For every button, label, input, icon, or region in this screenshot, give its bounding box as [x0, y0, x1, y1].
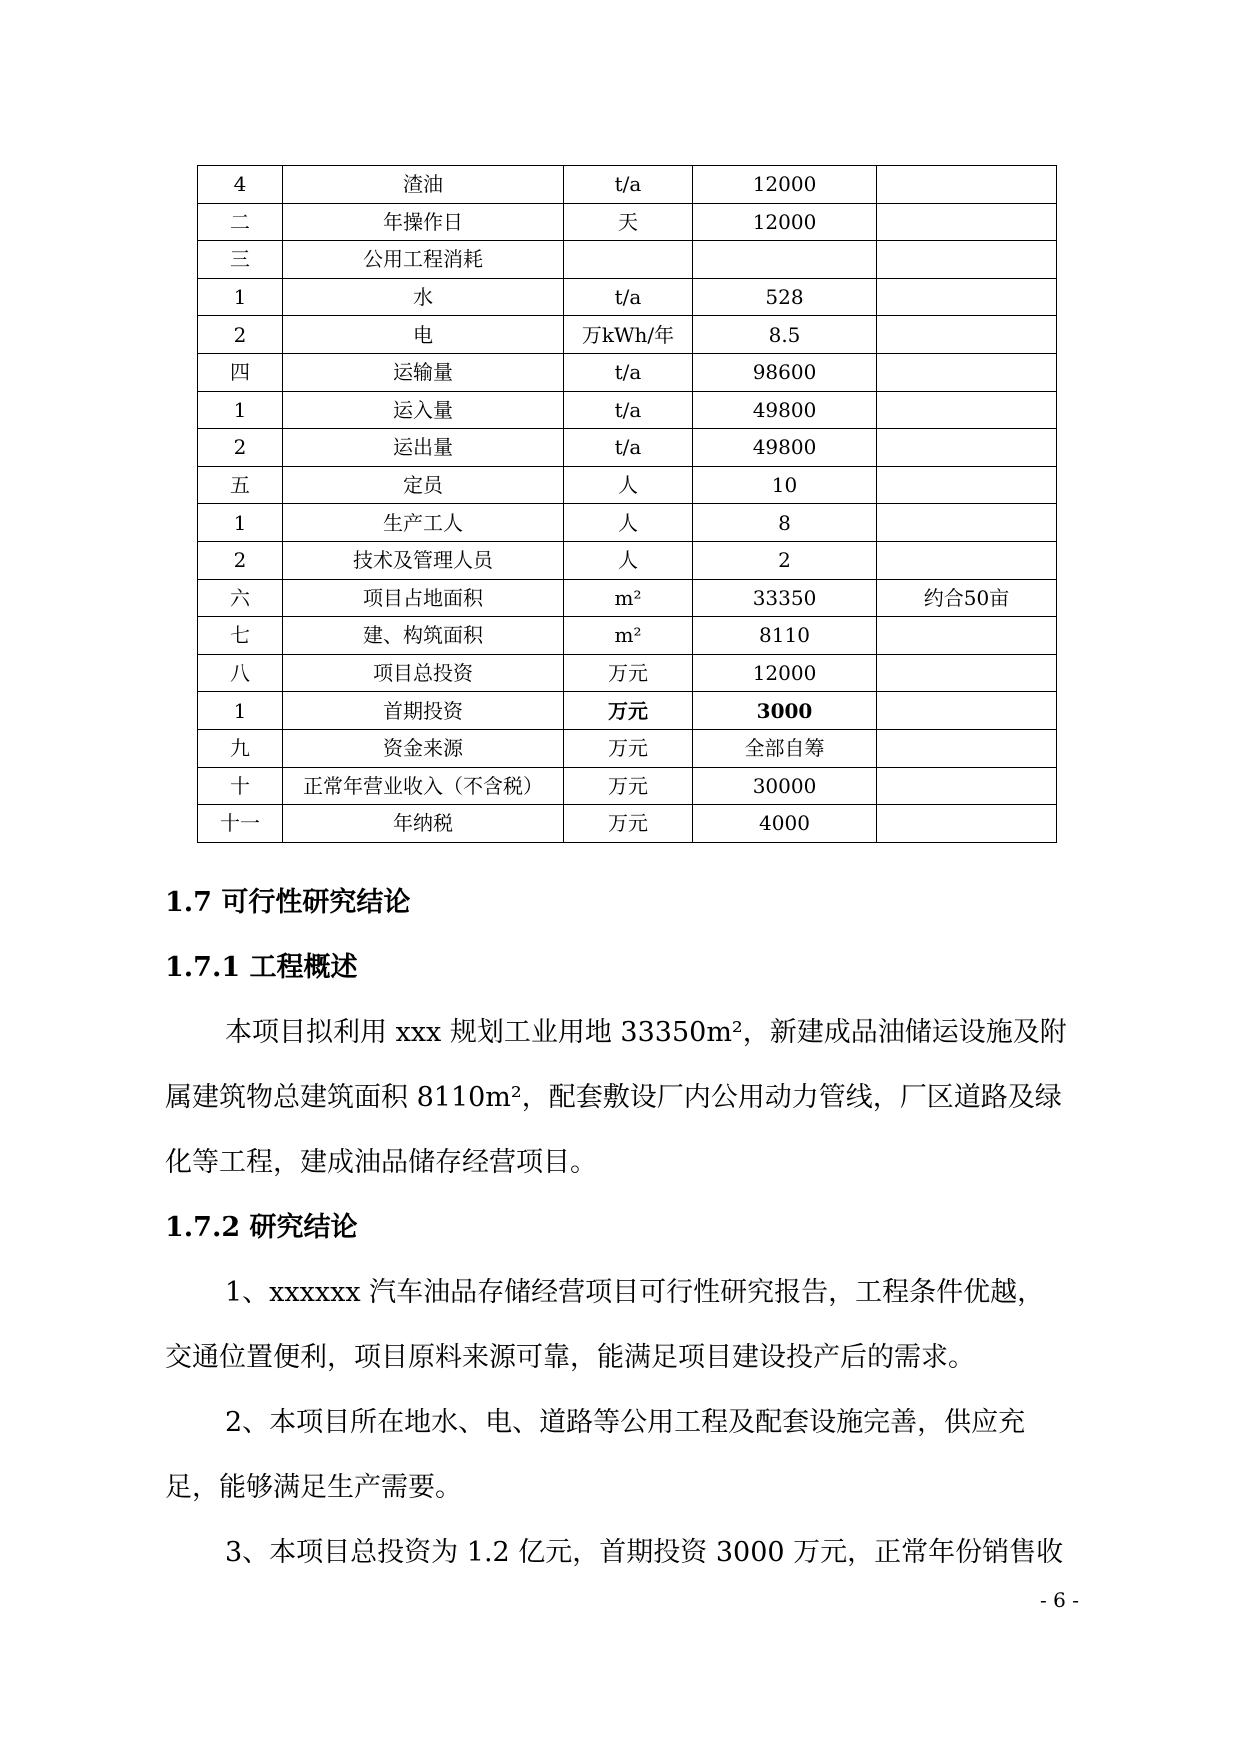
table-cell: 项目总投资: [283, 654, 564, 692]
table-cell: 五: [198, 466, 283, 504]
table-row: [198, 805, 1057, 843]
table-cell: [877, 654, 1057, 692]
table-cell: 定员: [283, 466, 564, 504]
table-row: [198, 579, 1057, 617]
table-row: [198, 617, 1057, 655]
table-cell: 资金来源: [283, 729, 564, 767]
table-cell: 8110: [693, 617, 877, 655]
table-cell: 万元: [564, 654, 693, 692]
table-cell: 生产工人: [283, 504, 564, 542]
table-cell: 12000: [693, 654, 877, 692]
table-cell: 8: [693, 504, 877, 542]
table-cell: 十一: [198, 805, 283, 843]
table-cell: 8.5: [693, 316, 877, 354]
table-cell: 528: [693, 278, 877, 316]
table-cell: [877, 316, 1057, 354]
table-cell: 二: [198, 203, 283, 241]
table-cell: 万元: [564, 767, 693, 805]
table-cell: [877, 617, 1057, 655]
table-cell: 2: [693, 541, 877, 579]
table-cell: 运输量: [283, 353, 564, 391]
table-cell: [877, 166, 1057, 204]
table-row: [198, 692, 1057, 730]
table-cell: [877, 729, 1057, 767]
table-cell: 技术及管理人员: [283, 541, 564, 579]
table-cell: [877, 391, 1057, 429]
table-cell: 人: [564, 466, 693, 504]
table-cell: 万kWh/年: [564, 316, 693, 354]
table-row: [198, 767, 1057, 805]
table-cell: 30000: [693, 767, 877, 805]
table-row: [198, 654, 1057, 692]
table-cell: 10: [693, 466, 877, 504]
section-heading-1-7-2: 1.7.2 研究结论: [165, 1212, 358, 1243]
table-cell: 天: [564, 203, 693, 241]
paragraph-line: 属建筑物总建筑面积 8110m²，配套敷设厂内公用动力管线，厂区道路及绿: [165, 1082, 1062, 1113]
table-cell: 98600: [693, 353, 877, 391]
table-cell: 七: [198, 617, 283, 655]
paragraph-line: 交通位置便利，项目原料来源可靠，能满足项目建设投产后的需求。: [165, 1342, 975, 1373]
table-row: [198, 429, 1057, 467]
table-cell: 1: [198, 692, 283, 730]
table-body: [198, 166, 1057, 843]
table-cell: [877, 203, 1057, 241]
table-cell: [877, 805, 1057, 843]
table-cell: 2: [198, 316, 283, 354]
table-cell: t/a: [564, 353, 693, 391]
table-cell: 八: [198, 654, 283, 692]
table-cell: 正常年营业收入（不含税）: [283, 767, 564, 805]
table-cell: m²: [564, 617, 693, 655]
table-cell: 项目占地面积: [283, 579, 564, 617]
section-heading-1-7: 1.7 可行性研究结论: [165, 887, 411, 918]
table-cell: 水: [283, 278, 564, 316]
table-cell: [693, 241, 877, 279]
table-cell: 十: [198, 767, 283, 805]
table-cell: 运入量: [283, 391, 564, 429]
table-cell: [877, 241, 1057, 279]
paragraph-line: 3、本项目总投资为 1.2 亿元，首期投资 3000 万元，正常年份销售收: [225, 1537, 1064, 1568]
paragraph-line: 本项目拟利用 xxx 规划工业用地 33350m²，新建成品油储运设施及附: [225, 1017, 1067, 1048]
table-cell: t/a: [564, 391, 693, 429]
table-cell: [877, 767, 1057, 805]
table-cell: [877, 353, 1057, 391]
table-row: [198, 316, 1057, 354]
table-cell: 1: [198, 504, 283, 542]
paragraph-line: 足，能够满足生产需要。: [165, 1472, 462, 1503]
table-cell: 建、构筑面积: [283, 617, 564, 655]
table-cell: 渣油: [283, 166, 564, 204]
table-row: [198, 166, 1057, 204]
table-row: [198, 353, 1057, 391]
paragraph-line: 1、xxxxxx 汽车油品存储经营项目可行性研究报告，工程条件优越，: [225, 1277, 1045, 1308]
table-cell: 全部自筹: [693, 729, 877, 767]
table-cell: 约合50亩: [877, 579, 1057, 617]
table-cell: 49800: [693, 391, 877, 429]
section-heading-1-7-1: 1.7.1 工程概述: [165, 952, 358, 983]
table-cell: [877, 541, 1057, 579]
table-cell: 首期投资: [283, 692, 564, 730]
table-cell: 公用工程消耗: [283, 241, 564, 279]
table-cell: [877, 692, 1057, 730]
table-cell: 三: [198, 241, 283, 279]
table-cell: t/a: [564, 278, 693, 316]
table-row: [198, 466, 1057, 504]
table-cell: 12000: [693, 166, 877, 204]
table-cell: [877, 504, 1057, 542]
table-cell: 4: [198, 166, 283, 204]
table-cell: 人: [564, 504, 693, 542]
table-cell: 万元: [564, 729, 693, 767]
table-cell: [877, 278, 1057, 316]
table-row: [198, 541, 1057, 579]
table-cell: 九: [198, 729, 283, 767]
table-row: [198, 504, 1057, 542]
table-cell: 1: [198, 278, 283, 316]
table-cell: 1: [198, 391, 283, 429]
table-cell: 3000: [693, 692, 877, 730]
table-cell: [877, 466, 1057, 504]
table-cell: 运出量: [283, 429, 564, 467]
paragraph-line: 2、本项目所在地水、电、道路等公用工程及配套设施完善，供应充: [225, 1407, 1026, 1438]
table-cell: 2: [198, 429, 283, 467]
table-cell: m²: [564, 579, 693, 617]
table-row: [198, 391, 1057, 429]
table-cell: t/a: [564, 166, 693, 204]
table-cell: 49800: [693, 429, 877, 467]
table-row: [198, 729, 1057, 767]
page-number: - 6 -: [1040, 1588, 1079, 1612]
project-data-table: [197, 165, 1057, 843]
table-cell: 年操作日: [283, 203, 564, 241]
table-cell: 六: [198, 579, 283, 617]
table-row: [198, 241, 1057, 279]
table-cell: t/a: [564, 429, 693, 467]
table-row: [198, 203, 1057, 241]
table-cell: 万元: [564, 805, 693, 843]
table-cell: 2: [198, 541, 283, 579]
paragraph-line: 化等工程，建成油品储存经营项目。: [165, 1147, 597, 1178]
table-cell: 电: [283, 316, 564, 354]
table-cell: 年纳税: [283, 805, 564, 843]
table-cell: 人: [564, 541, 693, 579]
table-cell: 万元: [564, 692, 693, 730]
table-row: [198, 278, 1057, 316]
table-cell: 33350: [693, 579, 877, 617]
table-cell: 4000: [693, 805, 877, 843]
table-cell: 12000: [693, 203, 877, 241]
table-cell: [564, 241, 693, 279]
table-cell: 四: [198, 353, 283, 391]
table-cell: [877, 429, 1057, 467]
